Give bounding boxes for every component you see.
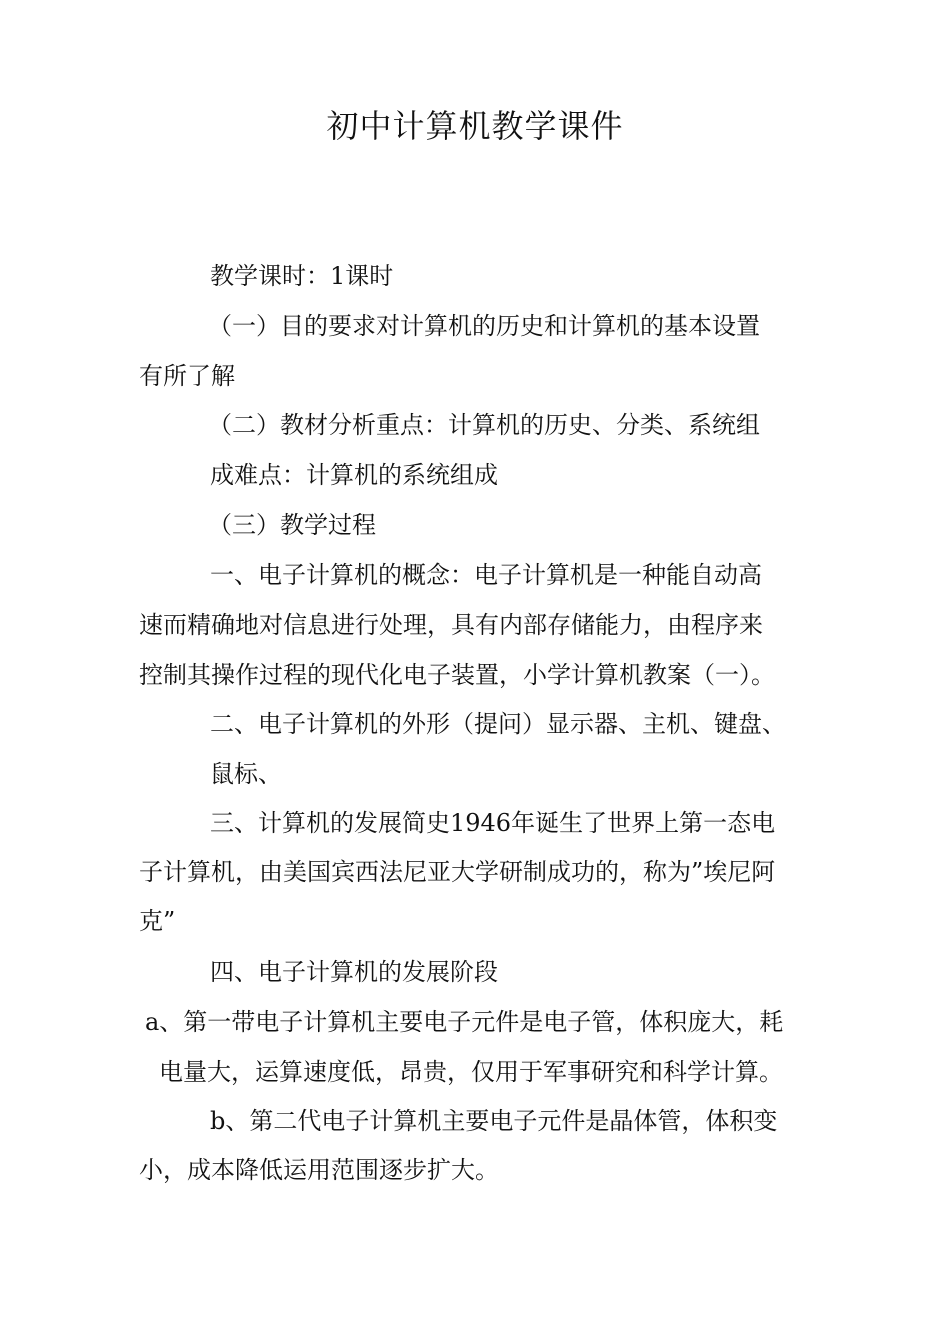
text-line-first-generation-cont: 电量大，运算速度低，昂贵，仅用于军事研究和科学计算。 bbox=[159, 1058, 783, 1086]
document-title: 初中计算机教学课件 bbox=[326, 107, 624, 145]
text-line-difficulty: 成难点：计算机的系统组成 bbox=[210, 461, 498, 489]
text-line-concept-cont-2: 控制其操作过程的现代化电子装置，小学计算机教案（一）。 bbox=[139, 661, 775, 689]
text-line-objectives: （一）目的要求对计算机的历史和计算机的基本设置 bbox=[208, 312, 760, 340]
text-line-first-generation: a、第一带电子计算机主要电子元件是电子管，体积庞大，耗 bbox=[145, 1008, 784, 1036]
text-line-second-generation: b、第二代电子计算机主要电子元件是晶体管，体积变 bbox=[210, 1107, 778, 1135]
text-line-appearance: 二、电子计算机的外形（提问）显示器、主机、键盘、 bbox=[210, 710, 786, 738]
text-line-history-cont-1: 子计算机，由美国宾西法尼亚大学研制成功的，称为”埃尼阿 bbox=[139, 858, 776, 886]
text-line-concept: 一、电子计算机的概念：电子计算机是一种能自动高 bbox=[210, 561, 762, 589]
text-line-class-hours: 教学课时：1课时 bbox=[210, 262, 394, 290]
text-line-material-analysis: （二）教材分析重点：计算机的历史、分类、系统组 bbox=[208, 411, 760, 439]
text-line-stages: 四、电子计算机的发展阶段 bbox=[210, 958, 498, 986]
text-line-teaching-process: （三）教学过程 bbox=[208, 511, 376, 539]
text-line-objectives-cont: 有所了解 bbox=[139, 362, 235, 390]
text-line-appearance-cont: 鼠标、 bbox=[210, 760, 282, 788]
text-line-history: 三、计算机的发展简史1946年诞生了世界上第一态电 bbox=[210, 809, 776, 837]
text-line-concept-cont-1: 速而精确地对信息进行处理，具有内部存储能力，由程序来 bbox=[139, 611, 763, 639]
text-line-second-generation-cont: 小，成本降低运用范围逐步扩大。 bbox=[139, 1156, 499, 1184]
text-line-history-cont-2: 克” bbox=[139, 907, 176, 935]
